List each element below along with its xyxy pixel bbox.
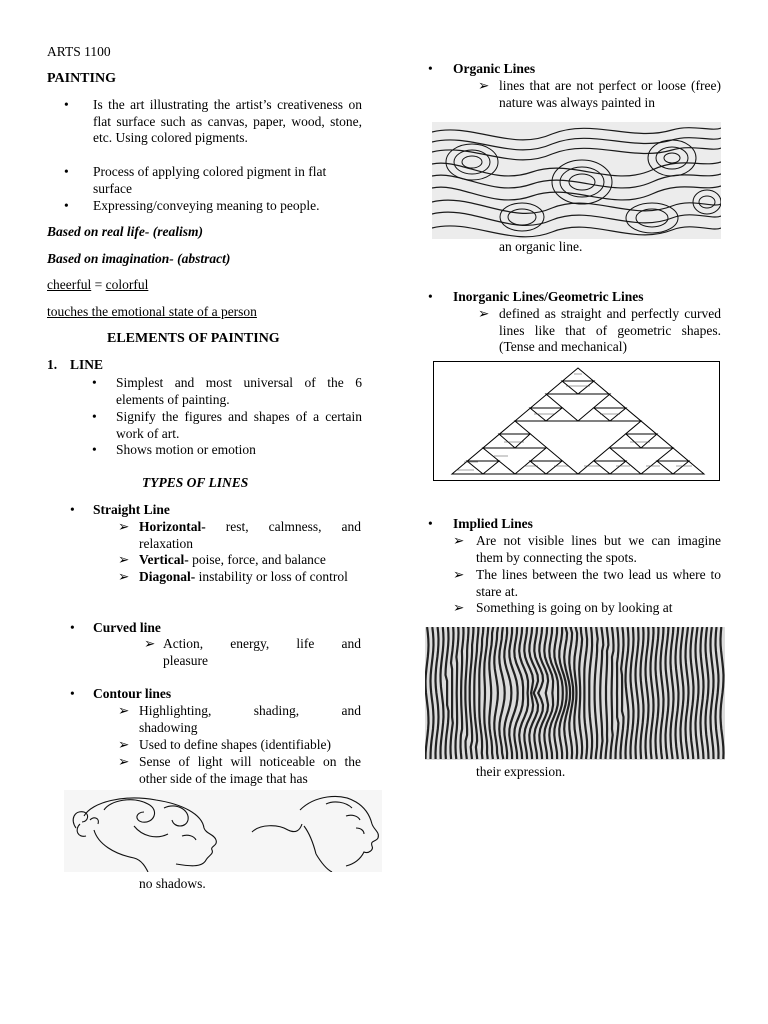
bullet-icon: • [70, 686, 75, 701]
bullet-icon: • [70, 502, 75, 517]
implied-lines-image [425, 627, 725, 760]
arrow-icon: ➢ [118, 754, 130, 769]
organic-lines-image [432, 122, 721, 239]
bullet-icon: • [70, 620, 75, 635]
geometric-lines-image [433, 361, 720, 481]
inorganic-item-1: defined as straight and perfectly curved lines like that of geometric shapes. (Tense and mechanical) [499, 306, 721, 354]
contour-item-3: Sense of light will noticeable on the other side of the image that has [139, 754, 361, 786]
inorganic-title: Inorganic Lines/Geometric Lines [453, 289, 644, 304]
cheerful-word: cheerful [47, 277, 92, 292]
arrow-icon: ➢ [118, 552, 130, 567]
elements-heading: ELEMENTS OF PAINTING [107, 331, 280, 346]
implied-item-3: Something is going on by looking at [476, 600, 673, 615]
arrow-icon: ➢ [478, 78, 490, 93]
bullet-icon: • [92, 409, 97, 424]
implied-item-1: Are not visible lines but we can imagine them by connecting the spots. [476, 533, 721, 565]
painting-bullet-3: Expressing/conveying meaning to people. [93, 198, 320, 213]
bullet-icon: • [64, 164, 69, 179]
based-real-life: Based on real life- (realism) [47, 224, 203, 239]
line-section-number: 1. [47, 357, 58, 372]
curved-item-1: Action, energy, life and pleasure [163, 636, 361, 668]
touches-emotional: touches the emotional state of a person [47, 304, 257, 319]
organic-item-1: lines that are not perfect or loose (free) nature was always painted in [499, 78, 721, 110]
bullet-icon: • [428, 516, 433, 531]
organic-continuation: an organic line. [499, 239, 583, 254]
bullet-icon: • [428, 289, 433, 304]
straight-item-horizontal: Horizontal- rest, calmness, and relaxation [139, 519, 361, 551]
contour-item-2: Used to define shapes (identifiable) [139, 737, 331, 752]
colorful-word: colorful [105, 277, 149, 292]
bullet-icon: • [92, 375, 97, 390]
line-bullet-1: Simplest and most universal of the 6 elements of painting. [116, 375, 362, 407]
contour-title: Contour lines [93, 686, 172, 701]
types-heading: TYPES OF LINES [142, 475, 249, 490]
arrow-icon: ➢ [118, 703, 130, 718]
cheerful-line [47, 277, 148, 294]
bullet-icon: • [64, 198, 69, 213]
line-bullet-2: Signify the figures and shapes of a certain work of art. [116, 409, 362, 441]
straight-title: Straight Line [93, 502, 170, 517]
implied-continuation: their expression. [476, 764, 566, 779]
arrow-icon: ➢ [453, 533, 465, 548]
page-title: PAINTING [47, 71, 116, 86]
straight-item-vertical: Vertical- poise, force, and balance [139, 552, 326, 567]
straight-item-diagonal: Diagonal- instability or loss of control [139, 569, 348, 584]
organic-title: Organic Lines [453, 61, 536, 76]
arrow-icon: ➢ [478, 306, 490, 321]
implied-item-2: The lines between the two lead us where to stare at. [476, 567, 721, 599]
curved-title: Curved line [93, 620, 161, 635]
contour-faces-image [64, 790, 382, 872]
arrow-icon: ➢ [453, 600, 465, 615]
contour-continuation: no shadows. [139, 876, 206, 891]
arrow-icon: ➢ [453, 567, 465, 582]
painting-bullet-2: Process of applying colored pigment in flat surface [93, 164, 327, 196]
contour-item-1: Highlighting, shading, and shadowing [139, 703, 361, 735]
line-bullet-3: Shows motion or emotion [116, 442, 256, 457]
implied-title: Implied Lines [453, 516, 533, 531]
arrow-icon: ➢ [118, 569, 130, 584]
arrow-icon: ➢ [118, 737, 130, 752]
bullet-icon: • [92, 442, 97, 457]
course-code: ARTS 1100 [47, 44, 111, 59]
equals-sign: = [91, 277, 106, 292]
bullet-icon: • [428, 61, 433, 76]
bullet-icon: • [64, 97, 69, 112]
arrow-icon: ➢ [118, 519, 130, 534]
line-section-title: LINE [70, 357, 104, 372]
based-imagination: Based on imagination- (abstract) [47, 251, 231, 266]
arrow-icon: ➢ [144, 636, 156, 651]
painting-bullet-1: Is the art illustrating the artist’s creativeness on flat surface such as canvas, paper, wood, stone, etc. Using colored pigments. [93, 97, 362, 145]
